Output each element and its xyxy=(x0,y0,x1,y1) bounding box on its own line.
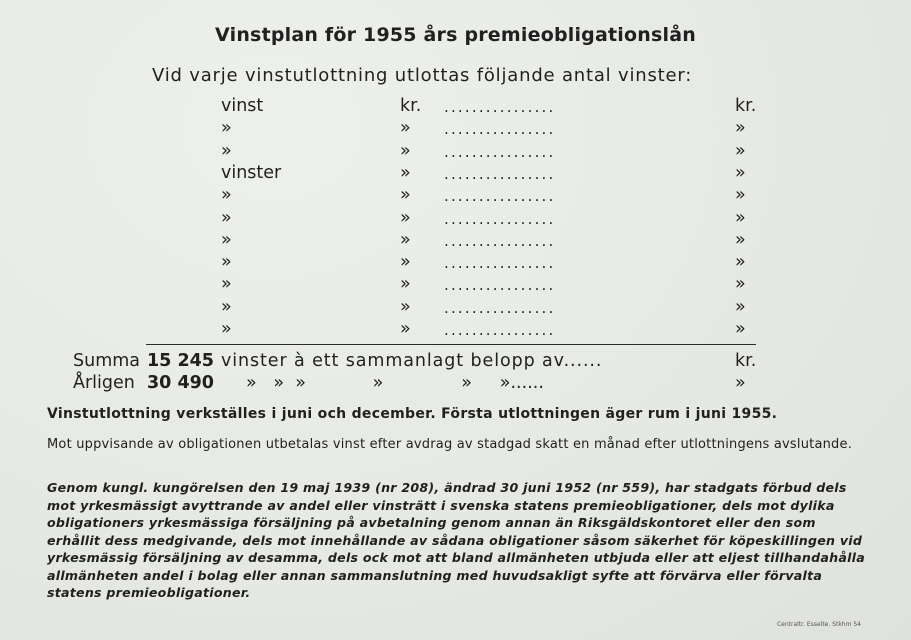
prize-currency: » xyxy=(400,229,411,250)
leader-dots: ................ xyxy=(444,231,556,250)
prize-currency: » xyxy=(400,118,411,139)
summa-currency: kr. xyxy=(735,351,757,371)
subtitle: Vid varje vinstutlottning utlottas följande antal vinster: xyxy=(152,65,693,86)
prize-total-currency: » xyxy=(735,118,746,139)
prize-total-currency: » xyxy=(735,274,746,295)
leader-dots: ................ xyxy=(444,276,556,295)
summa-count: 15 245 xyxy=(147,351,214,371)
arligen-text: » » » » » »...... xyxy=(246,373,544,393)
arligen-count: 30 490 xyxy=(147,373,214,393)
prize-unit: » xyxy=(221,296,232,317)
prize-unit: » xyxy=(221,118,232,139)
prize-unit: » xyxy=(221,140,232,161)
prize-total-currency: » xyxy=(735,162,746,183)
prize-total-currency: » xyxy=(735,140,746,161)
prize-total-currency: » xyxy=(735,296,746,317)
leader-dots: ................ xyxy=(444,298,556,317)
leader-dots: ................ xyxy=(444,98,556,116)
prize-currency: » xyxy=(400,185,411,206)
prize-unit: » xyxy=(221,274,232,295)
prize-total-currency: kr. xyxy=(735,96,757,116)
summary-divider xyxy=(146,344,756,345)
prize-total-currency: » xyxy=(735,207,746,228)
prize-currency: » xyxy=(400,140,411,161)
prize-currency: » xyxy=(400,207,411,228)
paragraph-legal-notice: Genom kungl. kungörelsen den 19 maj 1939 (nr 208), ändrad 30 juni 1952 (nr 559), har stadgats förbud dels mot yrkesmässigt avyttrande av andel eller vinsträtt i svenska statens premieobligationer, dels mot dylika obligationers yrkesmässiga försäljning på avbetalning genom annan än Riksgäldskontoret eller den som erhållit dess medgivande, dels mot innehållande av sådana obligationer såsom säkerhet för köpeskillingen vid yrkesmässig försäljning av desamma, dels ock mot att bland allmänheten utbjuda eller att eljest tillhandahålla allmänheten andel i bolag eller annan sammanslutning med huvudsakligt syfte att förvärva eller förvalta statens premieobligationer. xyxy=(47,480,865,600)
prize-currency: » xyxy=(400,319,411,339)
prize-currency: » xyxy=(400,274,411,295)
prize-total-currency: » xyxy=(735,252,746,273)
printer-imprint: Centraltr. Esselte. Stkhm 54 xyxy=(776,621,861,628)
leader-dots: ................ xyxy=(444,142,556,161)
prize-total-currency: » xyxy=(735,319,746,339)
arligen-currency: » xyxy=(735,373,746,393)
prize-currency: kr. xyxy=(400,96,422,116)
prize-currency: » xyxy=(400,252,411,273)
summa-text: vinster à ett sammanlagt belopp av...... xyxy=(221,351,603,371)
paragraph-draw-schedule: Vinstutlottning verkställes i juni och december. Första utlottningen äger rum i juni 1955. xyxy=(47,406,778,422)
prize-unit: » xyxy=(221,185,232,206)
arligen-label: Årligen xyxy=(73,373,135,393)
prize-unit: » xyxy=(221,207,232,228)
prize-currency: » xyxy=(400,296,411,317)
paragraph-payout: Mot uppvisande av obligationen utbetalas vinst efter avdrag av stadgad skatt en månad efter utlottningens avslutande. xyxy=(47,437,853,452)
leader-dots: ................ xyxy=(444,164,556,183)
prize-unit: vinster xyxy=(221,162,282,183)
leader-dots: ................ xyxy=(444,187,556,206)
prize-unit: » xyxy=(221,229,232,250)
leader-dots: ................ xyxy=(444,209,556,228)
prize-unit: vinst xyxy=(221,96,264,116)
prize-total-currency: » xyxy=(735,185,746,206)
page-title: Vinstplan för 1955 års premieobligationslån xyxy=(215,24,696,46)
prize-unit: » xyxy=(221,319,232,339)
summa-label: Summa xyxy=(73,351,141,371)
prize-total-currency: » xyxy=(735,229,746,250)
leader-dots: ................ xyxy=(444,321,556,339)
leader-dots: ................ xyxy=(444,254,556,273)
prize-currency: » xyxy=(400,162,411,183)
leader-dots: ................ xyxy=(444,120,556,139)
prize-unit: » xyxy=(221,252,232,273)
